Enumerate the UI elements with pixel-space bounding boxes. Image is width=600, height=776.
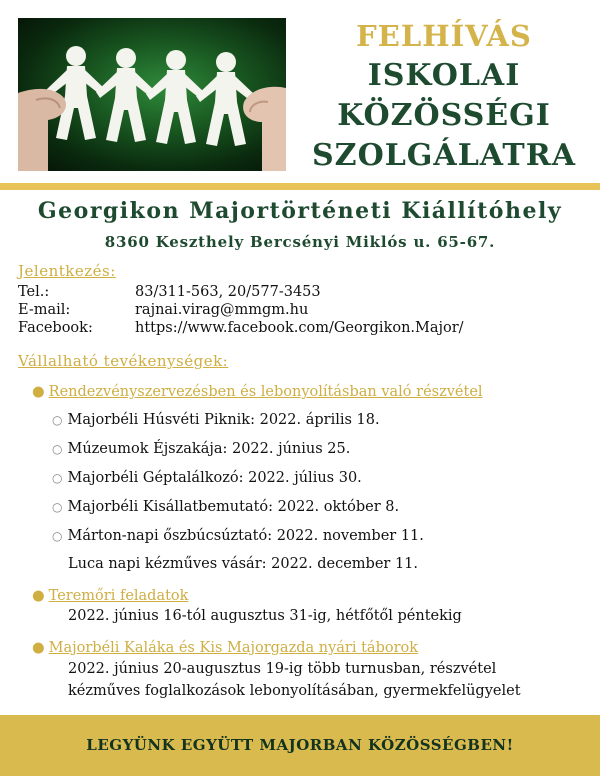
activity-item-room-guard	[32, 588, 188, 604]
circle-bullet-icon: ○	[52, 442, 63, 456]
paper-chain-illustration	[18, 18, 286, 171]
bullet-icon: ●	[32, 640, 45, 656]
circle-bullet-icon: ○	[52, 413, 63, 427]
phone-label: Tel.:	[18, 284, 50, 300]
event-list-item	[52, 441, 350, 457]
activity-events-title: Rendezvényszervezésben és lebonyolításban való részvétel	[48, 384, 483, 400]
activity-camps-title: Majorbéli Kaláka és Kis Majorgazda nyári táborok	[48, 640, 419, 656]
event-text: Márton-napi őszbúcsúztató: 2022. november 11.	[67, 528, 424, 544]
event-list-item	[52, 499, 399, 515]
footer-slogan: LEGYÜNK EGYÜTT MAJORBAN KÖZÖSSÉGBEN!	[86, 736, 514, 754]
bullet-icon: ●	[32, 588, 45, 604]
activity-room-guard-detail: 2022. június 16-tól augusztus 31-ig, hétfőtől péntekig	[68, 608, 462, 624]
headline	[290, 16, 598, 176]
circle-bullet-icon: ○	[52, 471, 63, 485]
circle-bullet-icon: ○	[52, 500, 63, 514]
event-list-item	[52, 470, 362, 486]
event-list-item	[52, 528, 424, 544]
phone-value: 83/311-563, 20/577-3453	[135, 284, 321, 300]
activities-section-title: Vállalható tevékenységek:	[18, 352, 229, 370]
activity-room-guard-title: Teremőri feladatok	[48, 588, 189, 604]
activity-item-camps	[32, 640, 418, 656]
paper-people-photo	[18, 18, 286, 171]
circle-bullet-icon: ○	[52, 529, 63, 543]
event-text: Múzeumok Éjszakája: 2022. június 25.	[67, 441, 351, 457]
headline-line-4: SZOLGÁLATRA	[312, 138, 576, 173]
facebook-label: Facebook:	[18, 320, 93, 336]
event-text: Majorbéli Kisállatbemutató: 2022. október 8.	[67, 499, 400, 515]
email-value[interactable]: rajnai.virag@mmgm.hu	[135, 302, 309, 318]
contact-block	[18, 283, 464, 337]
headline-line-2: ISKOLAI	[367, 58, 521, 93]
headline-line-3: KÖZÖSSÉGI	[337, 98, 551, 133]
bullet-icon: ●	[32, 384, 45, 400]
organization-address: 8360 Keszthely Bercsényi Miklós u. 65-67.	[104, 233, 496, 251]
organization-name: Georgikon Majortörténeti Kiállítóhely	[37, 198, 563, 224]
event-extra-text: Luca napi kézműves vásár: 2022. december 11.	[68, 556, 419, 572]
contact-section-title: Jelentkezés:	[18, 262, 116, 280]
facebook-link[interactable]: https://www.facebook.com/Georgikon.Major/	[135, 320, 464, 336]
contact-facebook-row	[18, 319, 464, 337]
activity-camps-detail-1: 2022. június 20-augusztus 19-ig több turnusban, részvétel	[68, 661, 497, 677]
email-label: E-mail:	[18, 302, 71, 318]
activity-camps-detail-2: kézműves foglalkozások lebonyolításában, gyermekfelügyelet	[68, 683, 521, 699]
event-list-item	[52, 412, 380, 428]
headline-line-1: FELHÍVÁS	[356, 19, 532, 53]
gold-divider	[0, 183, 600, 190]
contact-email-row	[18, 301, 464, 319]
contact-phone-row	[18, 283, 464, 301]
event-text: Majorbéli Húsvéti Piknik: 2022. április 18.	[67, 412, 380, 428]
activity-item-events	[32, 384, 483, 400]
event-text: Majorbéli Géptalálkozó: 2022. július 30.	[67, 470, 362, 486]
footer-banner	[0, 715, 600, 776]
